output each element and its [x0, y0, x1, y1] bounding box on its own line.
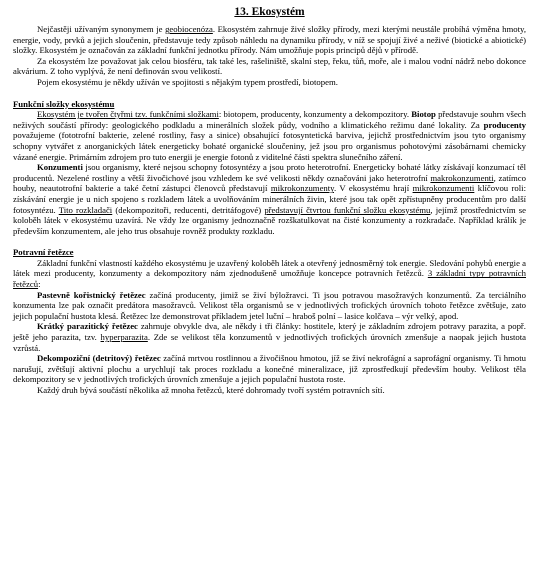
intro-text: . Ekosystém zahrnuje živé složky přírody, mezi kterými neustále probíhá výměna hmoty, energie, vody, prvků a jejich sloučenin, představuje tedy způsob náhledu na dynamiku přírody, v níž se spojují živé a neživé (biotické a abiotické) složky. Ekosystém je označován za základní funkční jednotku přírody. Nám umožňuje popis principů dějů v přírodě. [13, 24, 526, 56]
detritus-chain-paragraph [13, 353, 526, 385]
body-text: jsou organismy, které nejsou schopny fotosyntézy a jsou proto heterotrofní. Energeticky bohaté látky získávají konzumací těl producentů. Nezelené rostliny a větší živočichové jsou vzhledem ke své velikosti někdy označováni jako heterotrofní [13, 162, 526, 183]
term-producenty: producenty [483, 119, 526, 130]
geobiocenoza-link[interactable]: geobiocenóza [165, 24, 213, 34]
body-text: představuje souhrn všech neživých součástí přírody: geologického podkladu a minerálních složek půdy, vodního a klimatického režimu dané lokality. Za [13, 109, 526, 130]
food-chain-types-link[interactable]: 3 základní typy potravních řetězců [13, 268, 526, 290]
body-text: začíná mrtvou rostlinnou a živočišnou hmotou, jíž se živí nekrofágní a saprofágní organismy. Ti hmotu narušují, zvětšují aktivní plochu a urychlují tak proces rozkladu a konečné mineralizace, již zprostředkují především houby. Velikost těla dekompozitory se v jednotlivých trofických úrovních zmenšuje a jejich populační hustota roste. [13, 353, 526, 385]
food-chains-intro-paragraph [13, 258, 526, 290]
body-text: Základní funkční vlastností každého ekosystému je uzavřený koloběh látek a otevřený jednosměrný tok energie. Sledování pohybů energie a látek mezi producenty, konzumenty a dekompozitory nám zjednodušeně umožňuje koncepce potravních řetězců. [13, 257, 526, 279]
hyperparazita-link[interactable]: hyperparazita [100, 332, 148, 343]
mikrokonzumenti-link[interactable]: mikrokonzumenti [412, 183, 475, 194]
makrokonzumenti-link[interactable]: makrokonzumenti [430, 172, 494, 183]
term-detritus-chain: Dekompoziční (detritový) řetězec [37, 353, 161, 364]
page-title: 13. Ekosystém [234, 6, 305, 18]
body-text: : biotopem, producenty, konzumenty a dekompozitory. [218, 109, 412, 120]
functional-components-paragraph [13, 109, 526, 162]
body-text: zahrnuje obvykle dva, ale někdy i tři články: hostitele, který je základním zdrojem potravy parazita, a popř. ještě jeho parazita, tzv. [13, 321, 526, 343]
grazing-chain-paragraph [13, 290, 526, 322]
intro-text: Nejčastěji užívaným synonymem je [37, 24, 166, 34]
underlined-phrase: Tito rozkladači [58, 204, 113, 215]
section-heading-food-chains: Potravní řetězce [13, 247, 74, 258]
underlined-phrase: Ekosystém je tvořen čtyřmi tzv. funkčními složkami [37, 109, 219, 120]
body-text: . V ekosystému hrají [333, 183, 413, 194]
body-text: , jejímž prostřednictvím se koloběh látek v ekosystému uzavírá. Ne vždy lze organismy jednoznačně rozškatulkovat na čisté konzumenty a rozkradače. Například králík je především konzumentem, ale jeho trus obsahuje rovněž produkty rozkladu. [13, 204, 527, 236]
body-text: považujeme (fototrofní bakterie, zelené rostliny, řasy a sinice) obsahující fotosyntetická barviva, jejichž prostřednictvím jsou tyto organismy schopny vytvářet z anorganických látek energeticky bohaté organické sloučeniny, jež jsou pro organismus pohotovými zásobárnami chemicky vázané energie. Primárním zdrojem pro tuto energii je energie fotonů z viditelné části spektra slunečního záření. [13, 130, 526, 162]
body-text: , zatímco houby, neautotrofní bakterie a také četní zástupci členovců představují [13, 172, 526, 194]
consumers-paragraph [13, 162, 526, 236]
parasitic-chain-paragraph [13, 321, 526, 353]
body-text: klíčovou roli: získávání energie je u nich spojeno s rozkladem látek a uvolňováním minerálních živin, které jsou tak opět zpřístupněny producentům pro další fotosyntézu. [13, 183, 527, 215]
intro-paragraph-2: Za ekosystém lze považovat jak celou biosféru, tak také les, rašeliniště, skalní step, řeku, tůň, moře, ale i malou vodní nádrž nebo dokonce akvárium. Z toho vyplývá, že není definován svou velikostí. [13, 55, 526, 77]
intro-paragraph-3: Pojem ekosystému je někdy užíván ve spojitosti s nějakým typem prostředí, biotopem. [37, 76, 338, 87]
section-gap [13, 236, 526, 247]
term-konzumenti: Konzumenti [37, 162, 83, 173]
body-text: : [38, 279, 41, 290]
mikrokonzumenty-link[interactable]: mikrokonzumenty [270, 183, 334, 194]
food-webs-paragraph: Každý druh bývá součástí několika až mnoha řetězců, které dohromady tvoří systém potravních sítí. [37, 385, 385, 395]
section-gap [13, 88, 526, 99]
intro-paragraph-1 [13, 24, 526, 56]
body-text: začíná producenty, jimiž se živí býložravci. Ti jsou potravou masožravých konzumentů. Za terciálního konzumenta lze pak označit predátora masožravců. Velikost těla organismů se v jednotlivých trofických úrovních tohoto řetězce zvětšuje, zato jejich populační hustota klesá. Řetězec lze demonstrovat příkladem jetel luční – hraboš polní – lasice kolčava – výr velký, apod. [13, 289, 526, 321]
body-text: . Zde se velikost těla konzumentů v jednotlivých trofických úrovních zmenšuje a naopak jejich hustota vzrůstá. [13, 332, 526, 353]
underlined-phrase: představují čtvrtou funkční složku ekosystému [264, 204, 431, 215]
section-heading-functional-components: Funkční složky ekosystému [13, 98, 115, 109]
term-biotop: Biotop [411, 109, 436, 120]
body-text: (dekompozitoři, reducenti, detritáfogové) [112, 204, 265, 215]
term-grazing-chain: Pastevně kořistnický řetězec [37, 289, 146, 300]
term-parasitic-chain: Krátký parazitický řetězec [37, 321, 138, 332]
